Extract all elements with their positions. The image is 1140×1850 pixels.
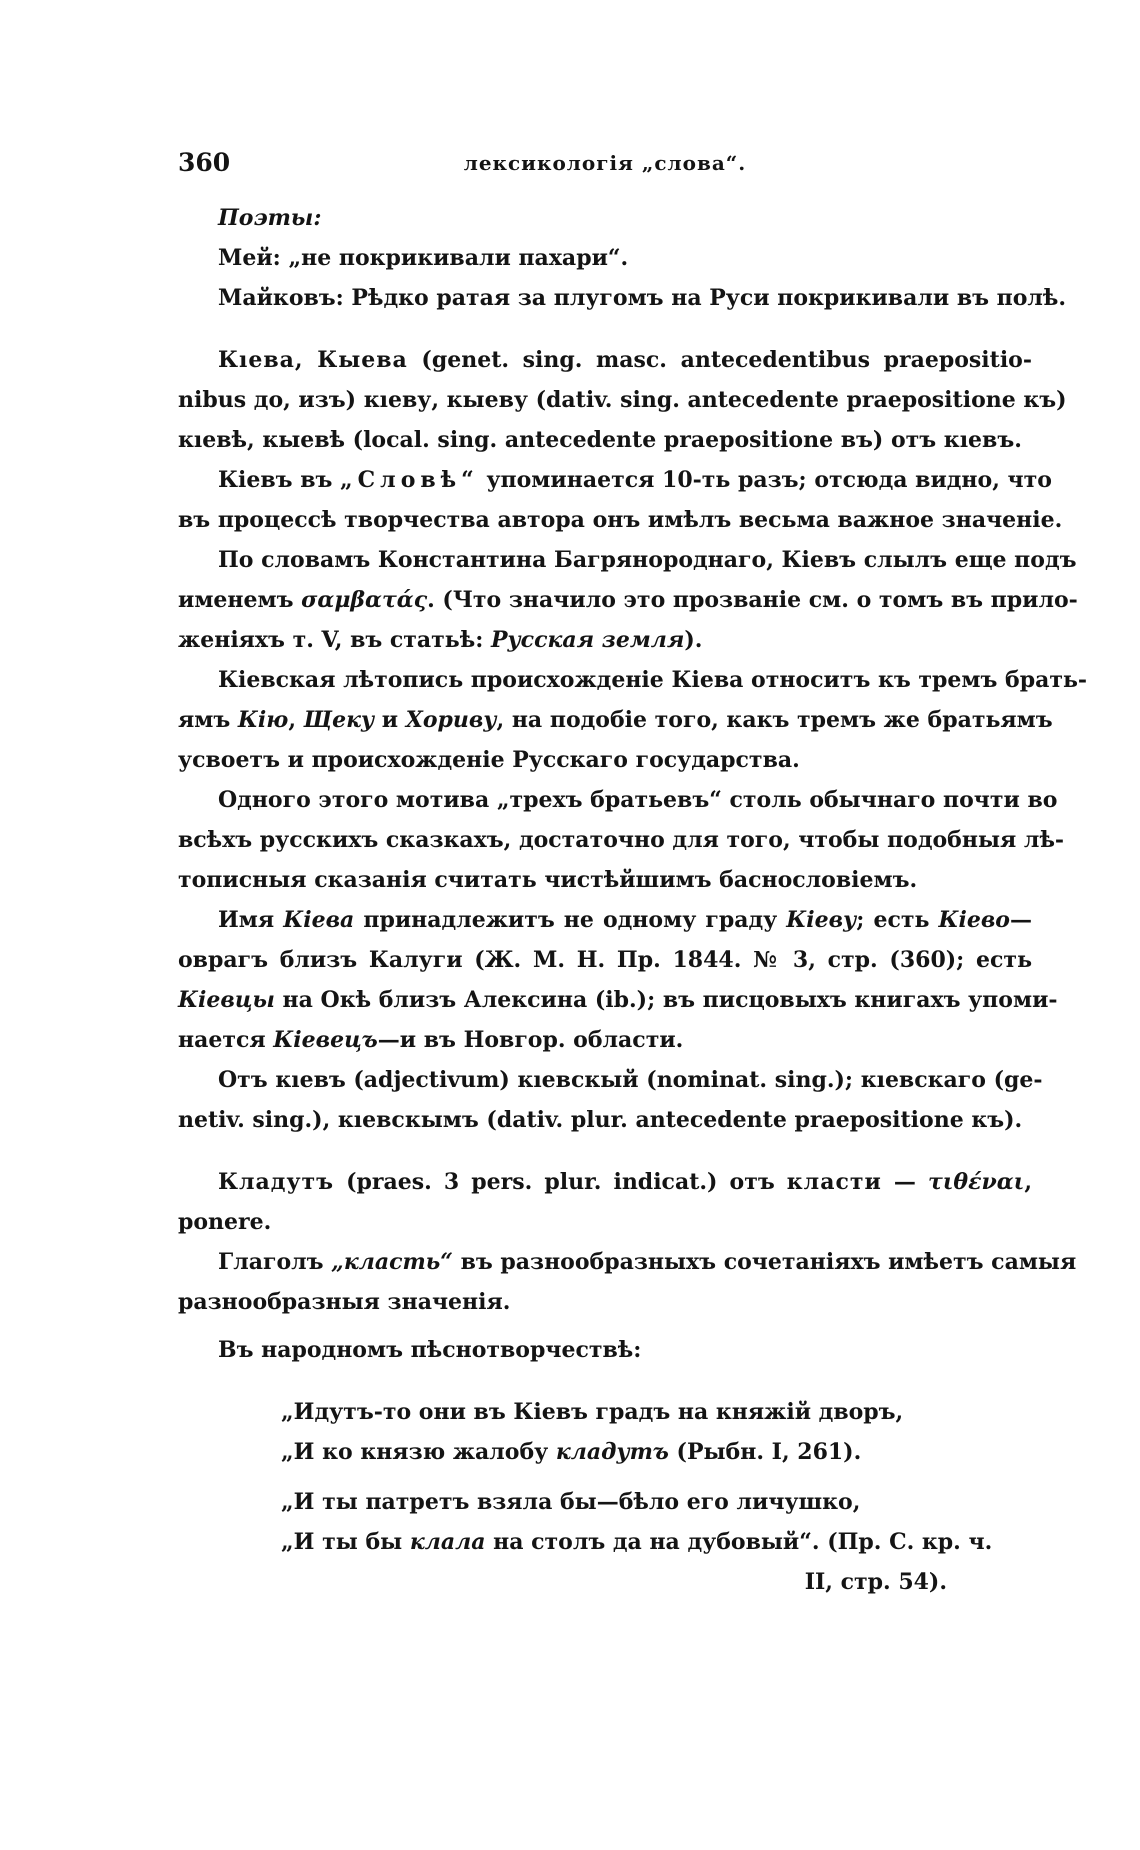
text-line: тописныя сказанія считать чистѣйшимъ баснословіемъ. (178, 867, 918, 893)
verse-quote (281, 1392, 991, 1472)
text-line: nibus до, изъ) кıеву, кыеву (dativ. sing. antecedente praepositione къ) (178, 387, 1067, 413)
verse-line (281, 1432, 991, 1472)
text-run: (Рыбн. I, 261). (668, 1439, 862, 1465)
entry-gap (178, 1140, 1032, 1162)
text-run: женіяхъ т. V, въ статьѣ: (178, 627, 491, 653)
text-line (178, 700, 1053, 740)
greek-word: τιθέναι (927, 1169, 1025, 1195)
text-line: Въ народномъ пѣснотворчествѣ: (218, 1337, 642, 1363)
verb-klala: клала (409, 1529, 486, 1555)
text-run: . (Что значило это прозваніе см. о томъ въ прило- (427, 587, 1078, 613)
text-run: — (1009, 907, 1032, 933)
name-khoriv: Хориву (405, 707, 497, 733)
greek-word: σαμβατάς (301, 587, 428, 613)
text-run: —и въ Новгор. области. (377, 1027, 684, 1053)
placename: Кіеву (786, 907, 857, 933)
text-line (178, 620, 1032, 660)
entry-kieva (178, 340, 1088, 1140)
text-line (178, 340, 1032, 380)
text-line: оврагъ близъ Калуги (Ж. М. Н. Пр. 1844. № 3, стр. (360); есть (178, 947, 1032, 973)
text-run: , на подобіе того, какъ тремъ же братьямъ (496, 707, 1053, 733)
placename: Кіева (283, 907, 355, 933)
quote-maikov: Майковъ: Рѣдко ратая за плугомъ на Руси покрикивали въ полѣ. (218, 285, 1067, 311)
text-run: „И ты бы (281, 1529, 410, 1555)
text-line (178, 1020, 1032, 1060)
name-shchek: Щеку (303, 707, 375, 733)
name-kiy: Кію (237, 707, 289, 733)
text-run: нается (178, 1027, 274, 1053)
grammar-note: (genet. sing. masc. antecedentibus praepositio- (421, 347, 1032, 373)
text-run: ). (684, 627, 703, 653)
text-run: , (1024, 1169, 1032, 1195)
text-line: Одного этого мотива „трехъ братьевъ“ столь обычнаго почти во (218, 787, 1058, 813)
text-run: ямъ (178, 707, 238, 733)
placename: Кіево (938, 907, 1010, 933)
entry-kladut (178, 1162, 1077, 1602)
page-number: 360 (178, 148, 231, 177)
verse-line: „Идутъ-то они въ Кіевъ градъ на княжій дворъ, (281, 1399, 904, 1425)
headword-source: класти (786, 1169, 882, 1195)
text-run: — (881, 1169, 928, 1195)
slovo-spaced: „Словѣ“ (340, 467, 479, 493)
verse-gap (178, 1472, 1032, 1482)
text-line (178, 1162, 1032, 1202)
text-run: упоминается 10-ть разъ; отсюда видно, что (478, 467, 1052, 493)
text-line: въ процессѣ творчества автора онъ имѣлъ весьма важное значеніе. (178, 507, 1063, 533)
verse-gap (178, 1370, 1032, 1392)
verb-kladut: кладутъ (555, 1439, 669, 1465)
text-run: Глаголъ (218, 1249, 332, 1275)
text-line (178, 460, 1052, 500)
verse-line: „И ты патретъ взяла бы—бѣло его личушко, (281, 1489, 861, 1515)
placename: Кіевцы (178, 987, 275, 1013)
text-line: разнообразныя значенія. (178, 1289, 511, 1315)
text-run: именемъ (178, 587, 302, 613)
placename: Кіевецъ (273, 1027, 378, 1053)
text-line: кıевѣ, кыевѣ (local. sing. antecedente praepositione въ) отъ кıевъ. (178, 427, 1022, 453)
article-title: Русская земля (490, 627, 685, 653)
text-line: усвоетъ и происхожденіе Русскаго государства. (178, 747, 800, 773)
headword-variant: Кыева (317, 347, 408, 373)
text-run: принадлежитъ не одному граду (354, 907, 787, 933)
text-line: Кіевская лѣтопись происхожденіе Кіева относитъ къ тремъ брать- (218, 667, 1088, 693)
entry-gap (178, 1322, 1032, 1330)
text-line (178, 980, 1058, 1020)
quote-mei: Мей: „не покрикивали пахари“. (218, 245, 629, 271)
text-line: всѣхъ русскихъ сказкахъ, достаточно для того, чтобы подобныя лѣ- (178, 827, 1065, 853)
text-line: netiv. sing.), кıевскымъ (dativ. plur. antecedente praepositione къ). (178, 1107, 1023, 1133)
text-line (178, 580, 1078, 620)
verse-line (281, 1522, 991, 1562)
page-header (178, 148, 1032, 188)
text-run: и (374, 707, 406, 733)
text-run: , (288, 707, 304, 733)
text-run: Имя (218, 907, 284, 933)
text-line (178, 1242, 1077, 1282)
page-body (178, 198, 1088, 1602)
text-line: По словамъ Константина Багрянороднаго, Кіевъ слылъ еще подъ (218, 547, 1077, 573)
text-run: въ разнообразныхъ сочетаніяхъ имѣетъ самыя (452, 1249, 1077, 1275)
text-run: Кіевъ въ (218, 467, 341, 493)
running-title: лексикологія „слова“. (463, 151, 747, 175)
poets-heading: Поэты: (218, 205, 322, 231)
text-line: Отъ кıевъ (adjectivum) кıевскый (nominat. sing.); кıевскаго (ge- (218, 1067, 1043, 1093)
verb-klast: „класть“ (331, 1249, 453, 1275)
text-line: ponere. (178, 1209, 272, 1235)
entry-gap (178, 318, 1032, 340)
headword: Кладутъ (218, 1169, 335, 1195)
headword: Кıева, (218, 347, 304, 373)
verse-citation: II, стр. 54). (804, 1569, 947, 1595)
text-line (178, 900, 1032, 940)
text-run: (praes. 3 pers. plur. indicat.) отъ (334, 1169, 787, 1195)
text-run: ; есть (856, 907, 939, 933)
text-run: „И ко князю жалобу (281, 1439, 556, 1465)
verse-quote (281, 1482, 991, 1602)
text-run: на Окѣ близъ Алексина (ib.); въ писцовыхъ книгахъ упоми- (274, 987, 1058, 1013)
text-run: на столъ да на дубовый“. (Пр. С. кр. ч. (485, 1529, 993, 1555)
